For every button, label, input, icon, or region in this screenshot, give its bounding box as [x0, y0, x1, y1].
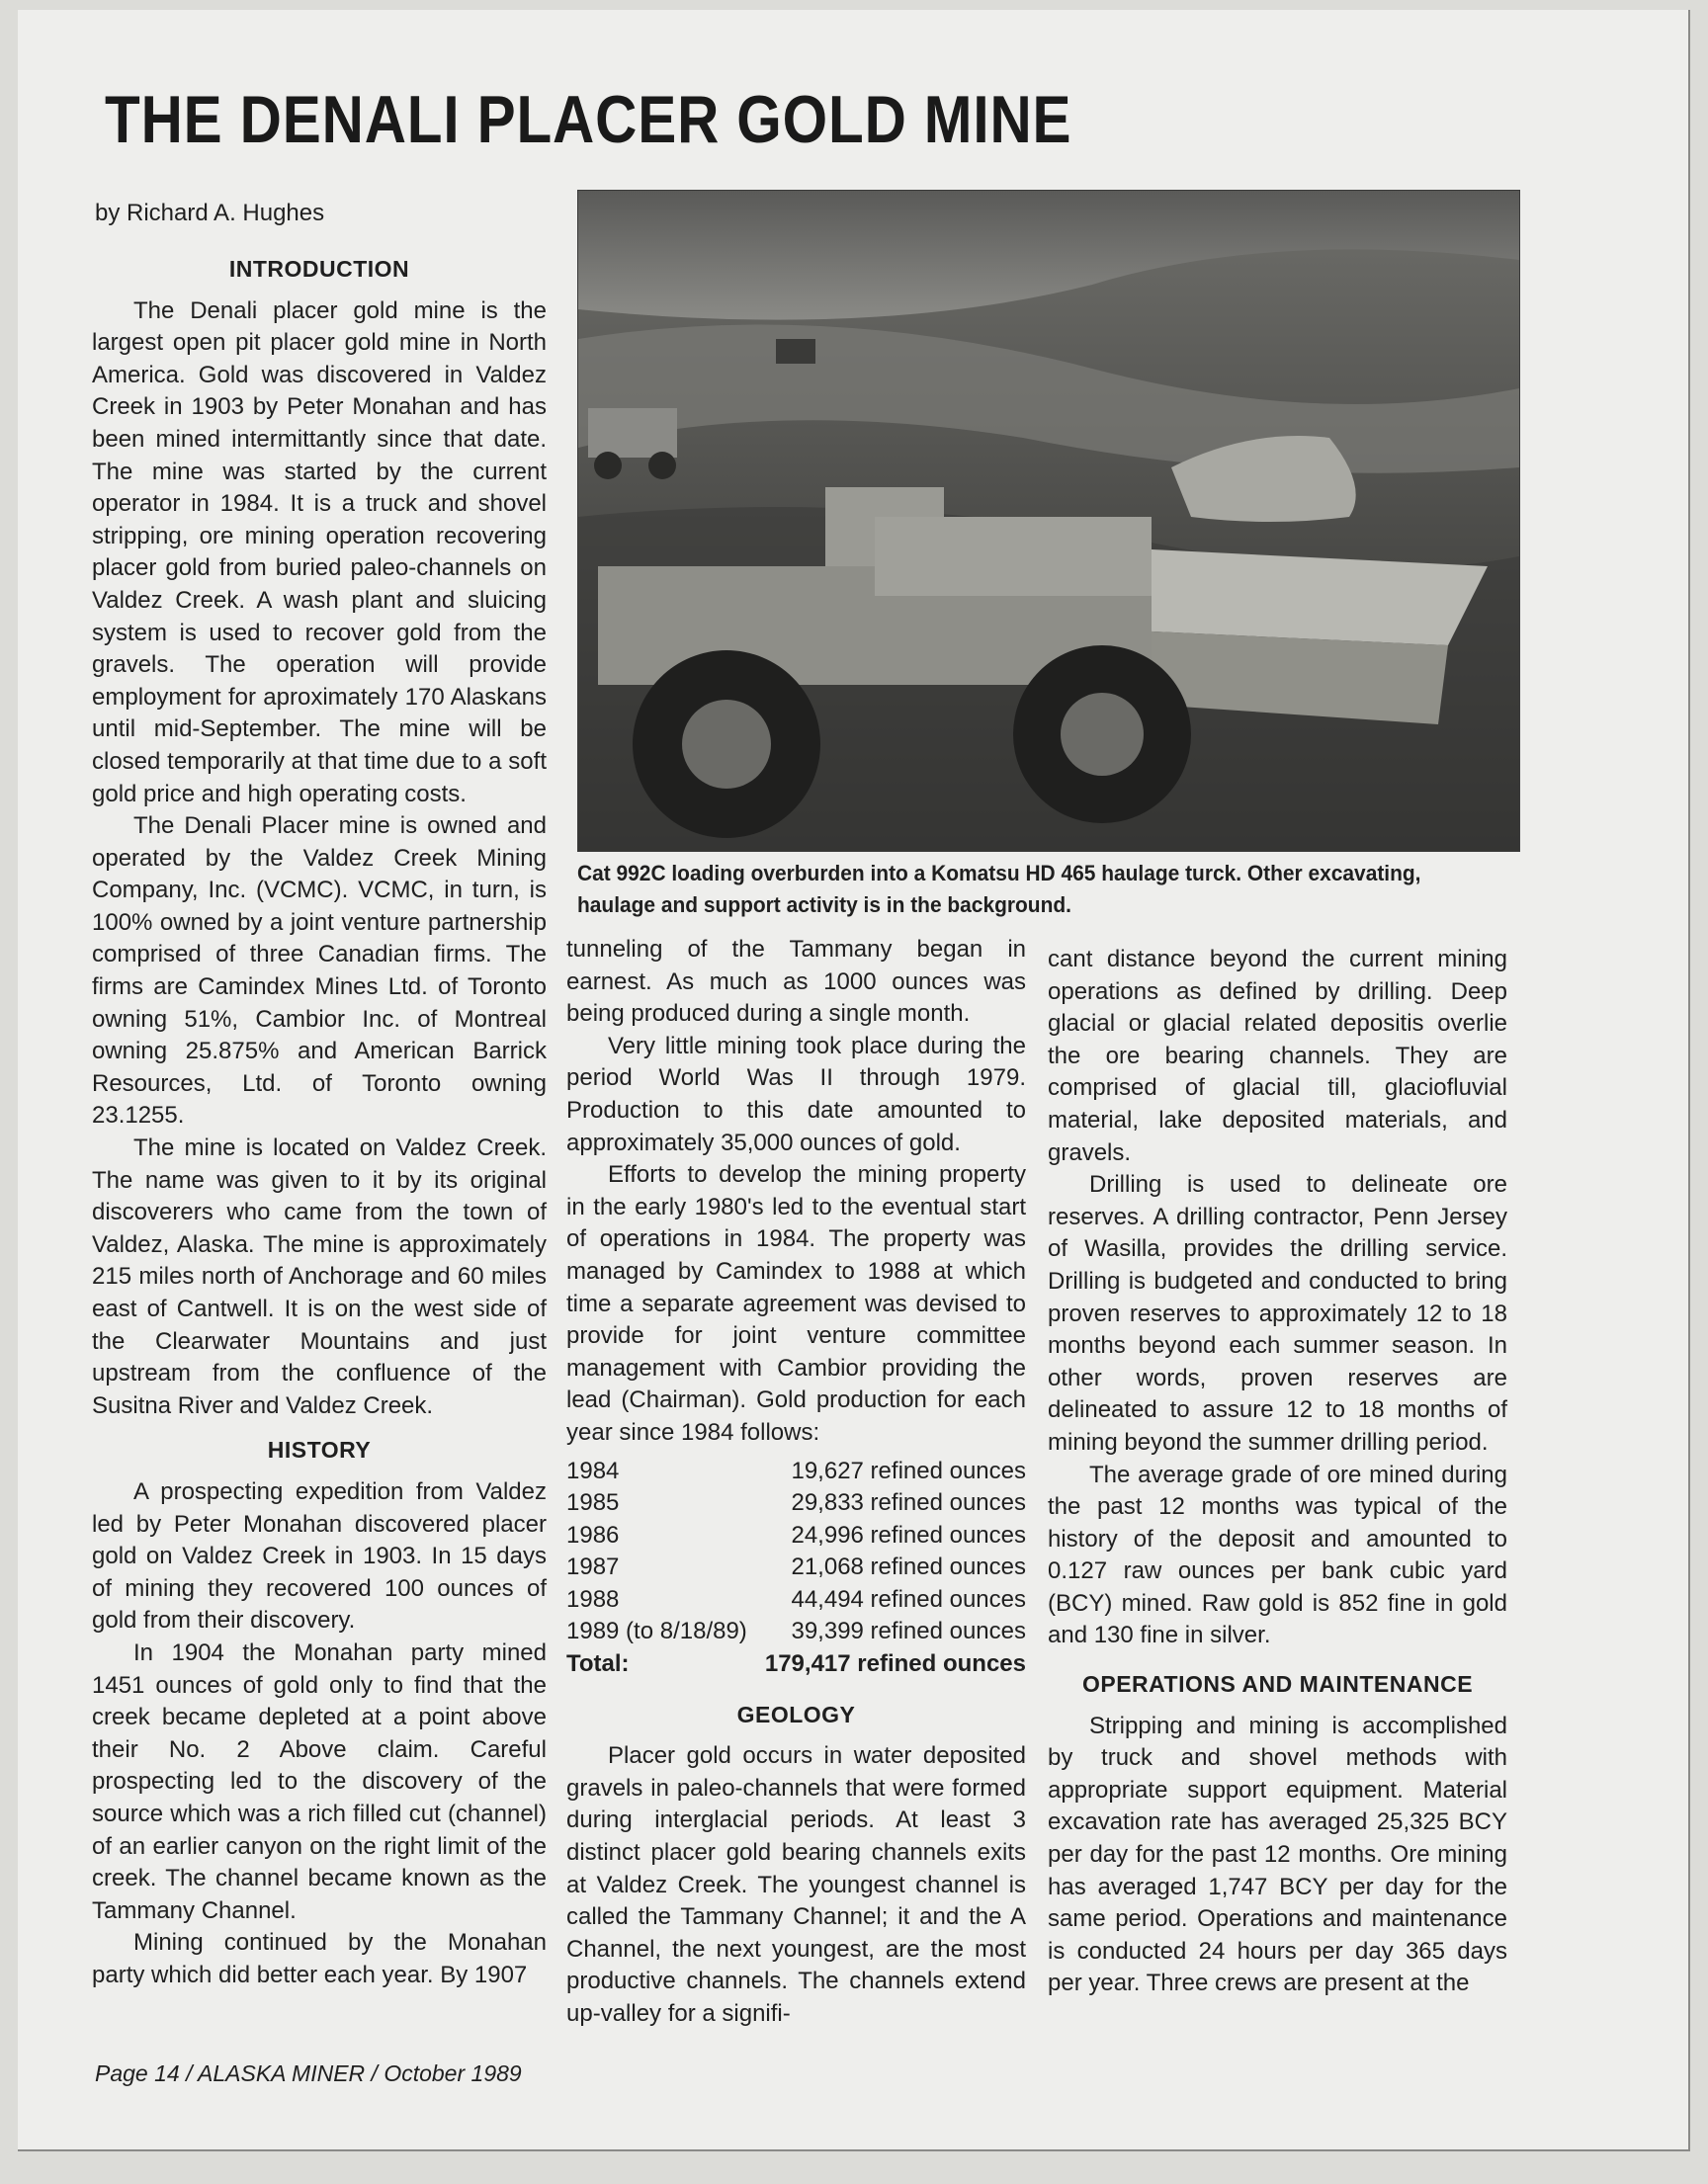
production-table: [566, 1456, 1026, 1681]
production-year: 1986: [566, 1521, 620, 1549]
section-heading-geology: GEOLOGY: [736, 1701, 856, 1727]
byline: by Richard A. Hughes: [95, 200, 325, 226]
production-year: 1984: [566, 1457, 620, 1484]
page-footer: Page 14 / ALASKA MINER / October 1989: [95, 2060, 522, 2086]
paragraph: Placer gold occurs in water deposited gravels in paleo-channels that were formed during interglacial periods. At least 3 distinct placer gold bearing channels exits at Valdez Creek. The youngest channel is called the Tammany Channel; it and the A Channel, the next youngest, are the most productive channels. The channels extend up-valley for a signifi-: [566, 1742, 1026, 2027]
paragraph: cant distance beyond the current mining operations as defined by drilling. Deep glacial or glacial related depositis overlie the ore bearing channels. They are comprised of glacial till, glaciofluvial material, lake deposited materials, and gravels.: [1048, 946, 1507, 1166]
paragraph: Mining continued by the Monahan party which did better each year. By 1907: [92, 1929, 547, 1988]
table-row: [566, 1487, 1026, 1520]
production-year: 1989 (to 8/18/89): [566, 1618, 747, 1645]
caption-line: haulage and support activity is in the background.: [577, 892, 1071, 917]
paragraph: The average grade of ore mined during the past 12 months was typical of the history of the deposit and amounted to 0.127 raw ounces per bank cubic yard (BCY) mined. Raw gold is 852 fine in gold and 130 fine in silver.: [1048, 1461, 1507, 1649]
section-heading-history: HISTORY: [267, 1437, 372, 1464]
production-amount: 24,996 refined ounces: [791, 1521, 1026, 1549]
section-heading-operations: OPERATIONS AND MAINTENANCE: [1081, 1671, 1474, 1698]
production-amount: 21,068 refined ounces: [791, 1554, 1026, 1581]
paragraph: Very little mining took place during the period World Was II through 1979. Production to this date amounted to approximately 35,000 ounces of gold.: [566, 1032, 1026, 1156]
table-row: [566, 1520, 1026, 1553]
paragraph: Efforts to develop the mining property in the early 1980's led to the eventual start of operations in 1984. The property was managed by Camindex to 1988 at which time a separate agreement was devised to provide for joint venture committee management with Cambior providing the lead (Chairman). Gold production for each year since 1984 follows:: [566, 1161, 1026, 1446]
paragraph: Stripping and mining is accomplished by truck and shovel methods with appropriate support equipment. Material excavation rate has averaged 25,325 BCY per day for the past 12 months. Ore mining has averaged 1,747 BCY per day for the same period. Operations and maintenance is conducted 24 hours per day 365 days per year. Three crews are present at the: [1048, 1712, 1507, 1997]
paragraph: A prospecting expedition from Valdez led by Peter Monahan discovered placer gold on Valdez Creek in 1903. In 15 days of mining they recovered 100 ounces of gold from their discovery.: [92, 1477, 547, 1635]
section-heading-introduction: INTRODUCTION: [228, 256, 410, 282]
paragraph: tunneling of the Tammany began in earnest. As much as 1000 ounces was being produced during a single month.: [566, 936, 1026, 1028]
table-row: [566, 1552, 1026, 1584]
paragraph: In 1904 the Monahan party mined 1451 ounces of gold only to find that the creek became depleted at a point above their No. 2 Above claim. Careful prospecting led to the discovery of the source which was a rich filled cut (channel) of an earlier canyon on the right limit of the creek. The channel became known as the Tammany Channel.: [92, 1638, 547, 1924]
production-amount: 29,833 refined ounces: [791, 1489, 1026, 1517]
mining-photo: [577, 190, 1520, 852]
production-amount: 39,399 refined ounces: [791, 1618, 1026, 1645]
table-row: [566, 1616, 1026, 1648]
paragraph: The Denali placer gold mine is the largest open pit placer gold mine in North America. Gold was discovered in Valdez Creek in 1903 by Peter Monahan and has been mined intermittantly since that date. The mine was started by the current operator in 1984. It is a truck and shovel stripping, ore mining operation recovering placer gold from buried paleo-channels on Valdez Creek. A wash plant and sluicing system is used to recover gold from the gravels. The operation will provide employment for aproximately 170 Alaskans until mid-September. The mine will be closed temporarily at that time due to a soft gold price and high operating costs.: [92, 296, 547, 807]
photo-caption: [577, 858, 1458, 921]
table-row-total: [566, 1648, 1026, 1681]
production-amount: 44,494 refined ounces: [791, 1585, 1026, 1613]
article-title: THE DENALI PLACER GOLD MINE: [105, 82, 1072, 157]
paragraph: The mine is located on Valdez Creek. The name was given to it by its original discoverers who came from the town of Valdez, Alaska. The mine is approximately 215 miles north of Anchorage and 60 miles east of Cantwell. It is on the west side of the Clearwater Mountains and just upstream from the confluence of the Susitna River and Valdez Creek.: [92, 1134, 547, 1419]
magazine-page: [18, 10, 1690, 2151]
column-left: [92, 247, 547, 1991]
production-amount: 19,627 refined ounces: [791, 1457, 1026, 1484]
total-label: Total:: [566, 1650, 630, 1678]
table-row: [566, 1584, 1026, 1617]
total-amount: 179,417 refined ounces: [764, 1650, 1026, 1678]
production-year: 1987: [566, 1554, 620, 1581]
loader-truck-image: [578, 191, 1519, 851]
production-year: 1985: [566, 1489, 620, 1517]
table-row: [566, 1456, 1026, 1488]
paragraph: Drilling is used to delineate ore reserves. A drilling contractor, Penn Jersey of Wasilla, provides the drilling service. Drilling is budgeted and conducted to bring proven reserves to approximately 12 to 18 months beyond each summer season. In other words, proven reserves are delineated to assure 12 to 18 months of mining beyond the summer drilling period.: [1048, 1171, 1507, 1456]
caption-line: Cat 992C loading overburden into a Komatsu HD 465 haulage turck. Other excavating,: [577, 861, 1421, 885]
column-right: [1048, 944, 1507, 2000]
paragraph: The Denali Placer mine is owned and operated by the Valdez Creek Mining Company, Inc. (VCMC). VCMC, in turn, is 100% owned by a joint venture partnership comprised of three Canadian firms. The firms are Camindex Mines Ltd. of Toronto owning 51%, Cambior Inc. of Montreal owning 25.875% and American Barrick Resources, Ltd. of Toronto owning 23.1255.: [92, 812, 547, 1130]
column-middle: [566, 934, 1026, 2031]
production-year: 1988: [566, 1585, 620, 1613]
